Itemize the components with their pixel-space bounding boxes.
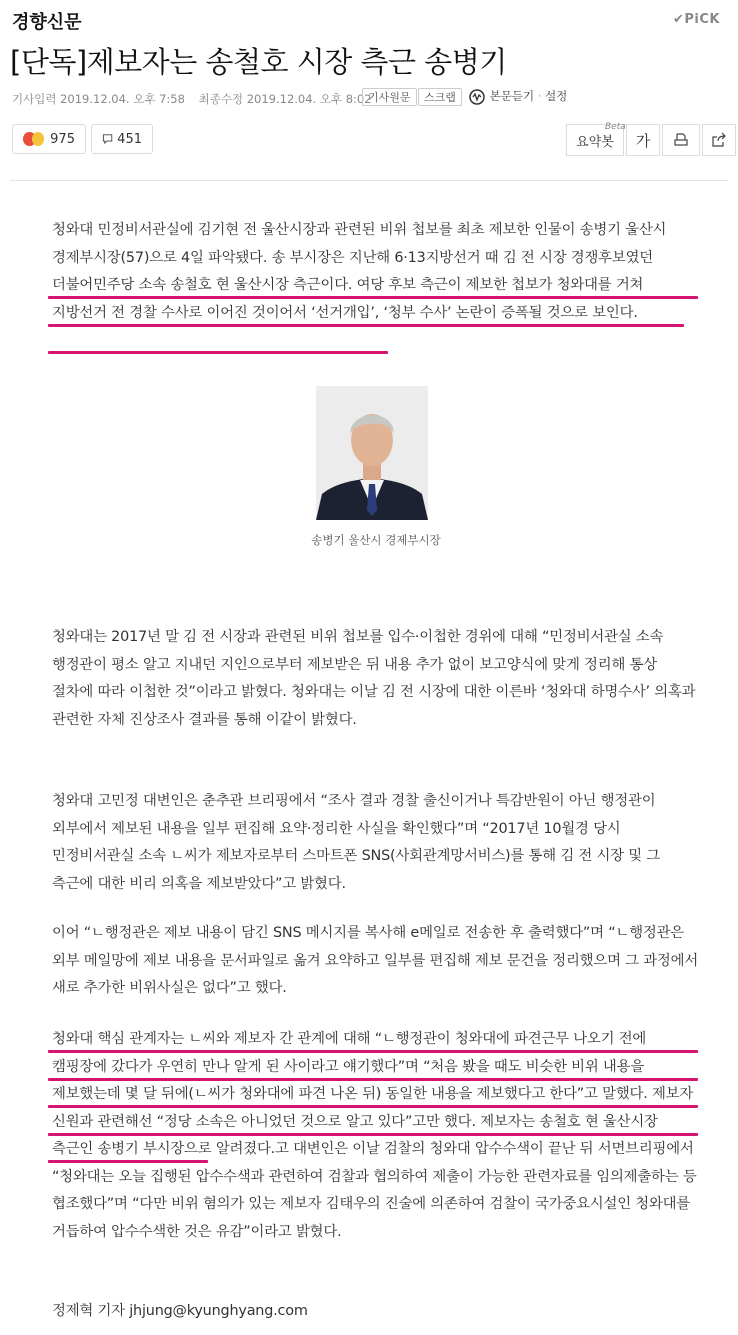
summary-beta-badge: Beta — [605, 122, 626, 132]
body-paragraph-4: 이어 “ㄴ행정관은 제보 내용이 담긴 SNS 메시지를 복사해 e메일로 전송한 후 출력했다”며 “ㄴ행정관은 외부 메일망에 제보 내용을 문서파일로 옮겨 요약하고 일부를 편집해 제보 문건을 정리했으며 그 과정에서 새로 추가한 비위사실은 없다”고 했다. — [52, 925, 699, 996]
listen-label[interactable]: 본문듣기 — [489, 89, 535, 103]
font-size-button[interactable]: 가 — [626, 124, 660, 156]
body-paragraph-3: 청와대 고민정 대변인은 춘추관 브리핑에서 “조사 결과 경찰 출신이거나 특감반원이 아닌 행정관이 외부에서 제보된 내용을 일부 편집해 요약·정리한 사실을 확인했다”며 “2017년 10월경 당시 민정비서관실 소속 ㄴ씨가 제보자로부터 스마트폰 SNS(사회관계망서비스)를 통해 김 전 시장 및 그 측근에 대한 비리 의혹을 제보받았다”고 밝혔다. — [52, 793, 661, 892]
article-meta — [12, 91, 382, 107]
sad-face-icon — [32, 132, 45, 146]
share-button[interactable] — [702, 124, 736, 156]
byline: 정제혁 기자 jhjung@kyunghyang.com — [52, 1303, 308, 1319]
pick-label: PiCK — [684, 12, 720, 27]
photo-caption: 송병기 울산시 경제부시장 — [311, 533, 441, 547]
highlight-underline — [48, 296, 698, 299]
pick-badge[interactable]: ✔PiCK — [672, 12, 720, 27]
press-name[interactable]: 경향신문 — [12, 12, 82, 33]
summary-bot-label: 요약봇 — [576, 134, 614, 150]
comment-count: 451 — [117, 131, 142, 147]
comment-icon — [102, 132, 113, 146]
highlight-underline — [48, 1160, 208, 1163]
body-paragraph-5: 청와대 핵심 관계자는 ㄴ씨와 제보자 간 관계에 대해 “ㄴ행정관이 청와대에 파견근무 나오기 전에 캠핑장에 갔다가 우연히 만나 알게 된 사이라고 얘기했다”며 “처음 봤을 때도 비슷한 비위 내용을 제보했는데 몇 달 뒤에(ㄴ씨가 청와대에 파견 나온 뒤) 동일한 내용을 제보했다고 한다”고 말했다. 제보자 신원과 관련해선 “정당 소속은 아니었던 것으로 알고 있다”고만 했다. 제보자는 송철호 현 울산시장 측근인 송병기 부시장으로 알려졌다.고 대변인은 이날 검찰의 청와대 압수수색이 끝난 뒤 서면브리핑에서 “청와대는 오늘 집행된 압수수색과 관련하여 검찰과 협의하여 제출이 가능한 관련자료를 임의제출하는 등 협조했다”며 “다만 비위 혐의가 있는 제보자 김태우의 진술에 의존하여 검찰이 국가중요시설인 청와대를 거듭하여 압수수색한 것은 유감”이라고 밝혔다. — [52, 1031, 697, 1240]
emotion-count: 975 — [50, 131, 75, 147]
emotion-button[interactable] — [12, 124, 86, 154]
highlight-underline — [48, 1133, 698, 1136]
settings-label[interactable]: 설정 — [545, 89, 568, 103]
body-paragraph-2: 청와대는 2017년 말 김 전 시장과 관련된 비위 첩보를 입수·이첩한 경위에 대해 “민정비서관실 소속 행정관이 평소 알고 지내던 지인으로부터 제보받은 뒤 내용 추가 없이 보고양식에 맞게 정리해 통상 절차에 따라 이첩한 것”이라고 밝혔다. 청와대는 이날 김 전 시장에 대한 이른바 ‘청와대 하명수사’ 의혹과 관련한 자체 진상조사 결과를 통해 이같이 밝혔다. — [52, 629, 696, 728]
highlight-underline — [48, 1050, 698, 1053]
print-button[interactable] — [662, 124, 700, 156]
update-time: 최종수정 2019.12.04. 오후 8:02 — [198, 92, 372, 106]
article-title: [단독]제보자는 송철호 시장 측근 송병기 — [10, 45, 507, 79]
share-icon — [711, 132, 727, 148]
print-icon — [673, 132, 689, 148]
body-paragraph-1: 청와대 민정비서관실에 김기현 전 울산시장과 관련된 비위 첩보를 최초 제보한 인물이 송병기 울산시 경제부시장(57)으로 4일 파악됐다. 송 부시장은 지난해 6·13지방선거 때 김 전 시장 경쟁후보였던 더불어민주당 소속 송철호 현 울산시장 측근이다. 여당 후보 측근이 제보한 첩보가 청와대를 거쳐 지방선거 전 경찰 수사로 이어진 것이어서 ‘선거개입’, ‘청부 수사’ 논란이 증폭될 것으로 보인다. — [52, 222, 667, 321]
scrap-button[interactable]: 스크랩 — [418, 88, 462, 106]
highlight-underline — [48, 351, 388, 354]
listen-icon — [468, 89, 486, 105]
person-photo — [316, 386, 428, 520]
highlight-underline — [48, 1105, 698, 1108]
highlight-underline — [48, 1078, 698, 1081]
input-time: 기사입력 2019.12.04. 오후 7:58 — [12, 92, 185, 106]
header-divider — [10, 180, 728, 181]
original-article-button[interactable]: 기사원문 — [362, 88, 417, 106]
summary-bot-button[interactable] — [566, 124, 624, 156]
listen-control[interactable]: 본문듣기 · 설정 — [468, 88, 567, 105]
comment-button[interactable] — [91, 124, 153, 154]
highlight-underline — [48, 324, 684, 327]
